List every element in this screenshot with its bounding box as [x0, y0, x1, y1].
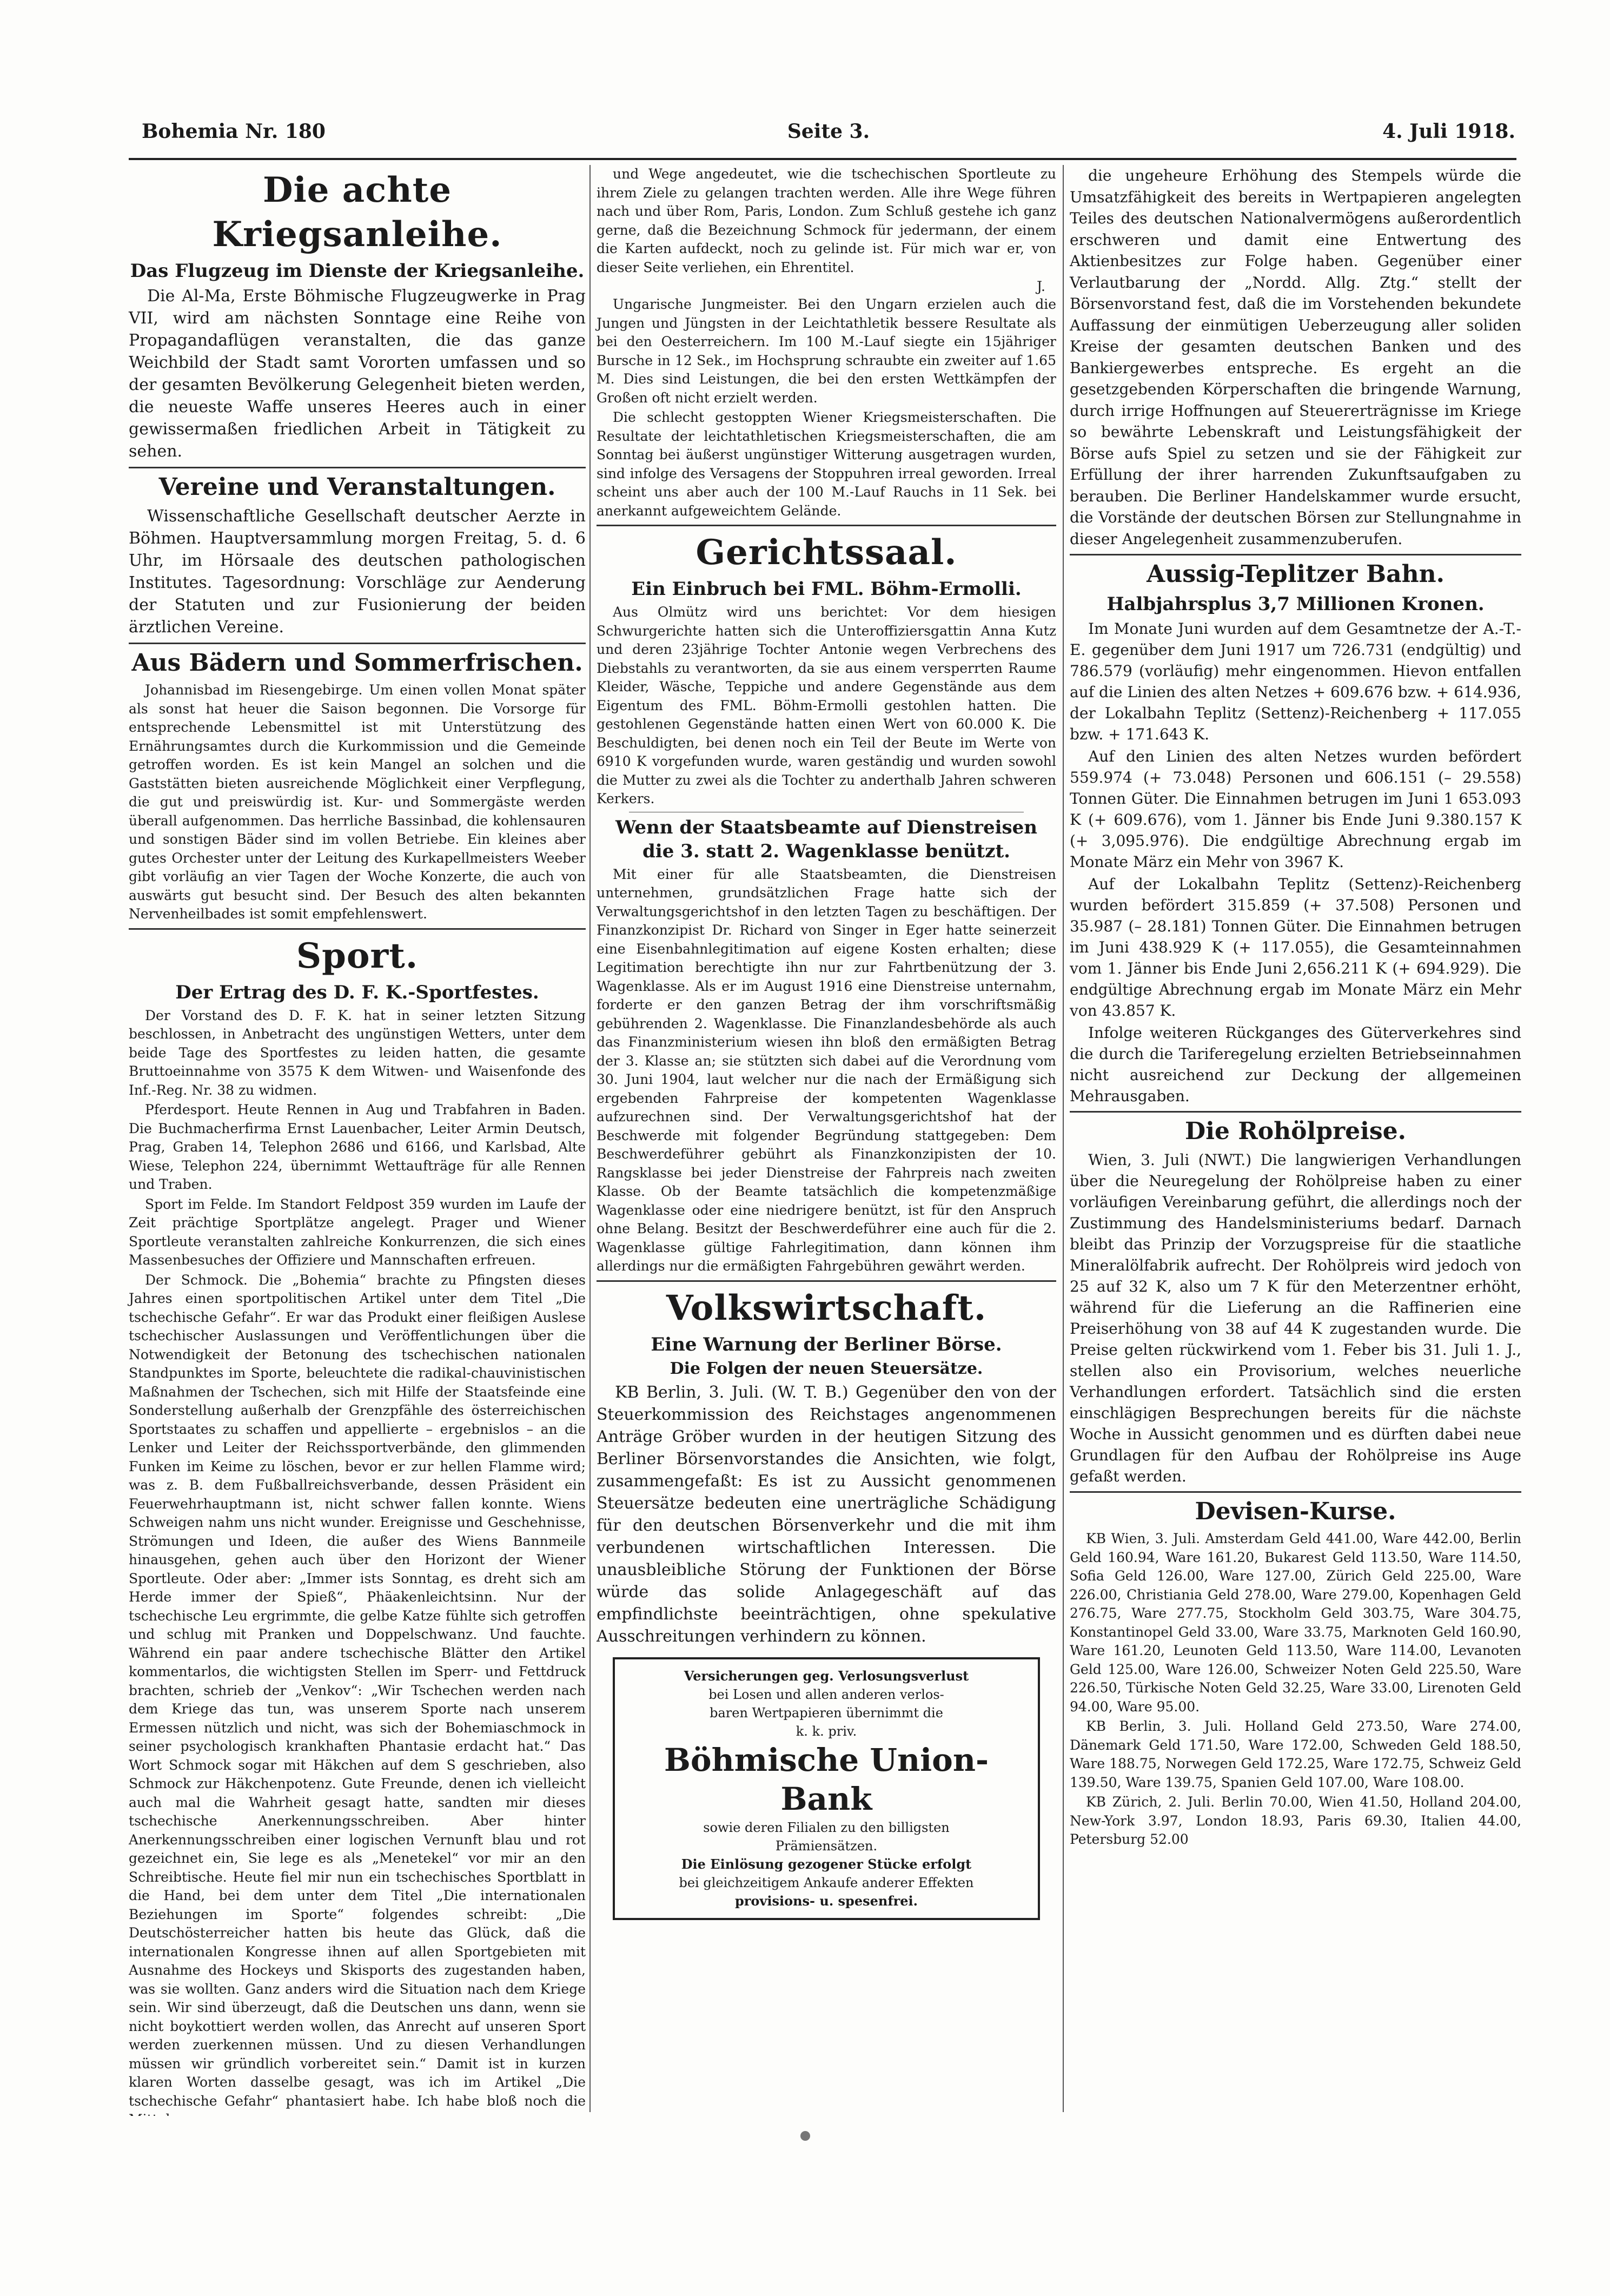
ad-line: Versicherungen geg. Verlosungsverlust — [684, 1668, 969, 1684]
sport-continuation: und Wege angedeutet, wie die tschechischen Sportleute zu ihrem Ziele zu gelangen trachten werden. Alle ihre Wege führen nach und über Rom, Paris, London. Zum Schluß gestehe ich ganz gerne, daß die Bezeichnung Schmock für jedermann, der einem die Karten aufdeckt, noch zu gelinde ist. Für mich war er, von dieser Seite verliehen, ein Ehrentitel. — [597, 166, 1056, 275]
sport-headline: Sport. — [296, 935, 419, 976]
column-3 — [1070, 165, 1521, 2115]
issue-number: Bohemia Nr. 180 — [142, 120, 326, 143]
section-separator — [1070, 554, 1521, 555]
section-separator — [129, 643, 586, 644]
fx-paragraph: KB Wien, 3. Juli. Amsterdam Geld 441.00, Ware 442.00, Berlin Geld 160.94, Ware 161.20, Bukarest Geld 113.50, Ware 114.50, Sofia Geld 126.00, Ware 127.00, Zürich Geld 225.00, Ware 226.00, Christiania Geld 278.00, Ware 279.00, Kopenhagen Geld 276.75, Ware 277.75, Stockholm Geld 303.75, Ware 304.75, Konstantinopel Geld 33.00, Ware 33.75, Marknoten Geld 160.90, Ware 161.20, Leunoten Geld 113.50, Ware 114.00, Levanoten Geld 125.00, Ware 126.00, Schweizer Noten Geld 225.50, Ware 226.50, Türkische Noten Geld 32.25, Ware 33.00, Lirenoten Geld 94.00, Ware 95.00. — [1070, 1531, 1521, 1715]
ad-line: baren Wertpapieren übernimmt die — [710, 1705, 943, 1721]
page-header — [142, 120, 1515, 153]
section-separator — [129, 928, 586, 930]
ad-line: k. k. priv. — [796, 1723, 857, 1739]
railway-paragraph: Infolge weiteren Rückganges des Güterverkehres sind die durch die Tariferegelung erzielten Betriebseinnahmen nicht ausreichend zur Deckung der allgemeinen Mehrausgaben. — [1070, 1024, 1521, 1105]
railway-paragraph: Auf der Lokalbahn Teplitz (Settenz)-Reichenberg wurden befördert 315.859 (+ 37.508) Personen und 35.987 (– 28.181) Tonnen Güter. Die Einnahmen betrugen im Juni 438.929 K (+ 117.055), die Gesamteinnahmen vom 1. Jänner bis Ende Juni 2,656.211 K (+ 694.929). Die endgültige Abrechnung ergab im Monate März ein Mehr von 43.857 K. — [1070, 875, 1521, 1020]
ad-line: provisions- u. spesenfrei. — [734, 1893, 918, 1909]
ink-spot — [800, 2131, 810, 2141]
author-initial: J. — [1036, 279, 1045, 294]
spas-text: Johannisbad im Riesengebirge. Um einen vollen Monat später als sonst hat heuer die Saison begonnen. Die Vorsorge für entsprechende Lebensmittel ist mit Unterstützung des Ernährungsamtes durch die Kurkommission und die Gemeinde getroffen worden. Es ist kein Mangel an solchen und die Gaststätten bieten ausreichende Möglichkeit einer Verpflegung, die gut und preiswürdig ist. Kur- und Sommergäste werden überall aufgenommen. Das herrliche Bassinbad, die kohlensauren und sonstigen Bäder sind im vollen Betriebe. Ein kleines aber gutes Orchester unter der Leitung des Kurkapellmeisters Weeber gibt vorläufig an vier Tagen der Woche Konzerte, die auch von auswärts gut besucht sind. Der Besuch des alten bekannten Nervenheilbades ist somit empfehlenswert. — [129, 682, 586, 922]
railway-paragraph: Im Monate Juni wurden auf dem Gesamtnetze der A.-T.-E. gegenüber dem Juni 1917 um 726.731 (endgültig) und 786.579 (vorläufig) mehr eingenommen. Hievon entfallen auf die Linien des alten Netzes + 609.676 bzw. + 614.936, der Lokalbahn Teplitz (Settenz)-Reichenberg + 117.055 bzw. + 171.643 K. — [1070, 620, 1521, 743]
clubs-text: Wissenschaftliche Gesellschaft deutscher Aerzte in Böhmen. Hauptversammlung morgen Freitag, 5. d. 6 Uhr, im Hörsaale des deutschen pathologischen Institutes. Tagesordnung: Vorschläge zur Aenderung der Statuten und zur Fusionierung der beiden ärztlichen Vereine. — [129, 507, 586, 637]
bank-advertisement — [613, 1657, 1040, 1920]
court-subheadline: Wenn der Staatsbeamte auf Dienstreisen die 3. statt 2. Wagenklasse benützt. — [615, 816, 1037, 862]
oil-headline: Die Rohölpreise. — [1185, 1117, 1406, 1145]
section-separator — [597, 1280, 1056, 1282]
sport-subheadline: Der Ertrag des D. F. K.-Sportfestes. — [175, 981, 539, 1003]
court-headline: Gerichtssaal. — [695, 532, 957, 573]
ad-line: Die Einlösung gezogener Stücke erfolgt — [681, 1856, 972, 1872]
court-text: Mit einer für alle Staatsbeamten, die Dienstreisen unternehmen, grundsätzlichen Frage hatte sich der Verwaltungsgerichtshof in den letzten Tagen zu beschäftigen. Der Finanzkonzipist Dr. Richard von Singer in Eger hatte seinerzeit eine Eisenbahnlegitimation auf eigene Kosten erhalten; diese Legitimation berechtigte ihn nur zur Fahrtbenützung der 3. Wagenklasse. Als er im August 1916 eine Dienstreise unternahm, forderte er den ganzen Betrag der ihm vorschriftsmäßig gebührenden 2. Wagenklasse. Die Finanzlandesbehörde als auch das Finanzministerium wiesen ihn bloß den ermäßigten Betrag der 3. Klasse an; sie stützten sich dabei auf die Verordnung vom 30. Juni 1904, laut welcher nur die nach der Ermäßigung sich ergebenden Fahrpreise der kompetenten Wagenklasse aufzurechnen sind. Der Verwaltungsgerichtshof hat der Beschwerde mit folgender Begründung stattgegeben: Dem Beschwerdeführer gebührt als Finanzkonzipisten der 10. Rangsklasse bei jeder Dienstreise der Fahrpreis nach zweiten Klasse. Ob der Beamte tatsächlich die kompetenzmäßige Wagenklasse oder eine niedrigere benützt, ist für den Anspruch ohne Belang. Besitzt der Beschwerdeführer eine auch für die 2. Wagenklasse gültige Fahrlegitimation, dann können ihm allerdings nur die ermäßigten Fahrgebühren gewährt werden. — [597, 866, 1056, 1274]
sport-paragraph: Sport im Felde. Im Standort Feldpost 359 wurden im Laufe der Zeit prächtige Sportplätze angelegt. Prager und Wiener Sportleute veranstalten zahlreiche Konkurrenzen, die sich eines Massenbesuches der Offiziere und Mannschaften erfreuen. — [129, 1196, 586, 1268]
column-divider — [589, 165, 591, 2112]
issue-date: 4. Juli 1918. — [1382, 120, 1515, 143]
court-text: Aus Olmütz wird uns berichtet: Vor dem hiesigen Schwurgerichte hatten sich die Unteroffiziersgattin Anna Kutz und deren 23jährige Tochter Antonie wegen Verbrechens des Diebstahls zu verantworten, da sie aus einem versperrten Raume Kleider, Wäsche, Teppiche und andere Gegenstände aus dem Eigentum des FML. Böhm-Ermolli gestohlen hatten. Die gestohlenen Gegenstände hatten einen Wert von 60.000 K. Die Beschuldigten, bei denen noch ein Teil der Beute im Werte von 6910 K vorgefunden wurde, waren geständig und wurden sowohl die Mutter zu zwei als die Tochter zu anderthalb Jahren schweren Kerkers. — [597, 604, 1056, 806]
sport-paragraph: Der Schmock. Die „Bohemia“ brachte zu Pfingsten dieses Jahres einen sportpolitischen Artikel unter dem Titel „Die tschechische Gefahr“. Er war das Produkt einer fleißigen Auslese tschechischer Auslassungen und Veröffentlichungen über die Notwendigkeit der Betonung des tschechischen nationalen Standpunktes im Sporte, beleuchtete die radikal-chauvinistischen Maßnahmen der Tschechen, sich mit Hilfe der Staatsfeinde eine Sonderstellung außerhalb der Grenzpfähle des österreichischen Sportstaates zu schaffen und appellierte – ergebnislos – an die Lenker und Leiter der Reichssportverbände, den glimmenden Funken im Keime zu löschen, bevor er zur hellen Flamme wird; was z. B. dem Fußballreichsverbande, dessen Präsident ein Feuerwehrhauptmann ist, nicht schwer fallen konnte. Wiens Schweigen nahm uns nicht wunder. Ereignisse und Geschehnisse, Strömungen und Ideen, die außer des Wiens Bannmeile hinausgehen, gehen auch über den Horizont der Wiener Sportleute. Oder aber: „Immer ists Sonntag, es dreht sich am Herde immer der Spieß“, Phäakenleichtsinn. Nur der tschechische Leu ergrimmte, die gelbe Katze fühlte sich getroffen und schlug mit Pranken und Doppelschwanz. Und fauchte. Während ein paar andere tschechische Blätter den Artikel kommentarlos, die wichtigsten Stellen im Sperr- und Fettdruck brachten, schrieb der „Venkov“: „Wir Tschechen werden nach dem Kriege das tun, was unserem Sporte nach unserem Ermessen nützlich und nicht, was sich der Bohemiaschmock in seiner psychologisch krankhaften Phantasie erdacht hat.“ Das Wort Schmock sogar mit Häkchen auf dem S geschrieben, also Schmock zur Häkchenpotenz. Gute Freunde, denen ich vielleicht auch mal die Wahrheit gesagt hatte, sandten mir dieses tschechische Anerkennungsschreiben. Aber hinter Anerkennungsschreiben einer logischen Vernunft blau und rot gezeichnet ein, Sie lege es als „Menetekel“ vor mir an den Schreibtische. Heute fiel mir nun ein tschechisches Sportblatt in die Hand, bei dem unter dem Titel „Die internationalen Beziehungen im Sporte“ folgendes schreibt: „Die Deutschösterreicher hatten bis heute das Glück, daß die internationalen Kongresse ihnen auf allen Sportgebieten mit Ausnahme des Hockeys und Skisports des zugestanden haben, was sie wollten. Ganz anders wird die Situation nach dem Kriege sein. Wir sind überzeugt, daß die Deutschen uns dann, wenn sie nicht boykottiert werden wollen, das Anrecht auf unseren Sport werden zuerkennen müssen. Und zu diesen Verhandlungen müssen wir gründlich vorbereitet sein.“ Damit ist in kurzen klaren Worten dasselbe gesagt, was ich im Artikel „Die tschechische Gefahr“ phantasiert habe. Ich habe bloß noch die — [129, 1272, 586, 2109]
bank-name: Böhmische Union-Bank — [664, 1741, 989, 1817]
economy-subheadline: Eine Warnung der Berliner Börse. — [651, 1333, 1002, 1355]
sport-paragraph: Ungarische Jungmeister. Bei den Ungarn erzielen auch die Jungen und Jüngsten in der Leichtathletik bessere Resultate als bei den Oesterreichern. Im 100 M.-Lauf siegte ein 15jähriger Bursche in 12 Sek., im Hochsprung schraubte ein zweiter auf 1.65 M. Dies sind Leistungen, die bei den ersten Wettkämpfen der Großen oft nicht erzielt werden. — [597, 296, 1056, 406]
railway-subheadline: Halbjahrsplus 3,7 Millionen Kronen. — [1107, 593, 1485, 615]
column-2 — [597, 165, 1056, 2115]
section-separator — [597, 525, 1056, 526]
ad-line: bei gleichzeitigem Ankaufe anderer Effekten — [679, 1875, 974, 1890]
ad-line: bei Losen und allen anderen verlos- — [708, 1686, 944, 1702]
economy-continuation: die ungeheure Erhöhung des Stempels würde die Umsatzfähigkeit des bereits in Wertpapieren angelegten Teiles des deutschen Nationalvermögens außerordentlich erschweren und damit eine Entwertung des Aktienbesitzes zur Folge haben. Gegenüber einer Verlautbarung der „Nordd. Allg. Ztg.“ stellt der Börsenvorstand fest, daß die im Vorstehenden bekundete Auffassung der einmütigen Ueberzeugung aller soliden Kreise der gesamten deutschen Banken und des Bankiergewerbes entspreche. Es ergeht an die gesetzgebenden Körperschaften die bringende Warnung, durch irrige Hoffnungen auf Steuererträgnisse im Kriege so bewährte Lebenskraft und Leistungsfähigkeit der Börse aufs Spiel zu setzen und sie der Fähigkeit zur Erfüllung der ihrer harrenden Zukunftsaufgaben zu berauben. Die Berliner Handelskammer wurde ersucht, die Vorstände der deutschen Börsen zur Stellungnahme in dieser Angelegenheit zusammenzuberufen. — [1070, 167, 1521, 548]
fx-headline: Devisen-Kurse. — [1195, 1498, 1396, 1525]
court-subheadline: Ein Einbruch bei FML. Böhm-Ermolli. — [631, 578, 1022, 600]
header-rule — [129, 158, 1516, 160]
fx-paragraph: KB Berlin, 3. Juli. Holland Geld 273.50, Ware 274.00, Dänemark Geld 171.50, Ware 172.00, Schweden Geld 188.50, Ware 188.75, Norwegen Geld 172.25, Ware 172.75, Schweiz Geld 139.50, Ware 139.75, Spanien Geld 107.00, Ware 108.00. — [1070, 1718, 1521, 1790]
sport-paragraph: Die schlecht gestoppten Wiener Kriegsmeisterschaften. Die Resultate der leichtathletischen Kriegsmeisterschaften, die am Sonntag bei äußerst ungünstiger Witterung ausgetragen wurden, sind infolge des Versagens der Stoppuhren irreal geworden. Irreal scheint uns aber auch der 100 M.-Lauf Rauchs in 11 Sek. bei anerkannt aufgeweichtem Gelände. — [597, 409, 1056, 519]
economy-headline: Volkswirtschaft. — [666, 1287, 987, 1328]
war-loan-headline: Die achte Kriegsanleihe. — [212, 170, 502, 255]
sport-paragraph: Pferdesport. Heute Rennen in Aug und Trabfahren in Baden. Die Buchmacherfirma Ernst Lauenbacher, Leiter Armin Deutsch, Prag, Graben 14, Telephon 2686 und 6166, und Karlsbad, Alte Wiese, Telephon 224, übernimmt Wettaufträge für alle Rennen und Traben. — [129, 1102, 586, 1192]
economy-text: KB Berlin, 3. Juli. (W. T. B.) Gegenüber den von der Steuerkommission des Reichstages angenommenen Anträge Gröber wurden in der heutigen Sitzung des Berliner Börsenvorstandes die Ansichten, wie folgt, zusammengefaßt: Es ist zu Aussicht genommenen Steuersätze bedeuten eine unerträgliche Schädigung für den deutschen Börsenverkehr und die mit ihm verbundenen wirtschaftlichen Interessen. Die unausbleibliche Störung der Funktionen der Börse würde das solide Anlagegeschäft auf das empfindlichste beeinträchtigen, ohne spekulative Ausschreitungen verhindern zu können. — [597, 1382, 1056, 1646]
economy-subheadline: Die Folgen der neuen Steuersätze. — [670, 1359, 983, 1378]
fx-paragraph: KB Zürich, 2. Juli. Berlin 70.00, Wien 41.50, Holland 204.00, New-York 3.97, London 18.93, Paris 69.30, Italien 44.00, Petersburg 52.00 — [1070, 1794, 1521, 1847]
clubs-headline: Vereine und Veranstaltungen. — [158, 473, 556, 501]
war-loan-text: Die Al-Ma, Erste Böhmische Flugzeugwerke in Prag VII, wird am nächsten Sonntage eine Reihe von Propagandaflügen veranstalten, die das ganze Weichbild der Stadt samt Vororten umfassen und so der gesamten Bevölkerung Gelegenheit bieten werden, die neueste Waffe unseres Heeres auch in einer gewissermaßen friedlichen Arbeit in Tätigkeit zu sehen. — [129, 287, 586, 461]
section-separator — [1070, 1491, 1521, 1493]
page-bottom-margin — [0, 2116, 1610, 2296]
railway-headline: Aussig-Teplitzer Bahn. — [1147, 560, 1445, 588]
oil-text: Wien, 3. Juli (NWT.) Die langwierigen Verhandlungen über die Neuregelung der Rohölpreise haben zu einer vorläufigen Vereinbarung geführt, die allerdings noch der Zustimmung des Handelsministeriums bedarf. Darnach bleibt das Prinzip der Vorzugspreise für die staatliche Mineralölfabrik aufrecht. Der Rohölpreis wird jedoch von 25 auf 32 K, also um 7 K für den Meterzentner erhöht, während für die Lieferung an die Raffinerien eine Preiserhöhung von 38 auf 44 K zugestanden wurde. Die Preise gelten rückwirkend vom 1. Feber bis 31. Juli 1. J., stellen also ein Provisorium, welches neuerliche Verhandlungen erfordert. Tatsächlich sind die ersten einschlägigen Besprechungen bereits für die nächste Woche in Aussicht genommen und es dürften dabei neue Grundlagen für den Aufbau der Rohölpreise ins Auge gefaßt werden. — [1070, 1151, 1521, 1485]
section-separator — [1070, 1111, 1521, 1113]
column-1 — [129, 165, 586, 2115]
sport-paragraph: Der Vorstand des D. F. K. hat in seiner letzten Sitzung beschlossen, in Anbetracht des ungünstigen Wetters, unter dem beide Tage des Sportfestes zu leiden hatten, die gesamte Bruttoeinnahme von 3575 K dem Witwen- und Waisenfonde des Inf.-Reg. Nr. 38 zu widmen. — [129, 1007, 586, 1098]
railway-paragraph: Auf den Linien des alten Netzes wurden befördert 559.974 (+ 73.048) Personen und 606.151 (– 29.558) Tonnen Güter. Die Einnahmen betrugen im Juni 1 653.093 K (+ 609.676), vom 1. Jänner bis Ende Juni 9.380.157 K (+ 3,095.976). Die endgültige Abrechnung ergab im Monate März ein Mehr von 3967 K. — [1070, 747, 1521, 871]
war-loan-subheadline: Das Flugzeug im Dienste der Kriegsanleihe. — [130, 260, 585, 282]
page-number: Seite 3. — [787, 120, 870, 143]
spas-headline: Aus Bädern und Sommerfrischen. — [131, 649, 583, 677]
section-separator — [129, 467, 586, 468]
ad-line: sowie deren Filialen zu den billigsten — [703, 1819, 950, 1835]
ad-line: Prämiensätzen. — [775, 1838, 878, 1854]
column-divider — [1063, 165, 1064, 2112]
